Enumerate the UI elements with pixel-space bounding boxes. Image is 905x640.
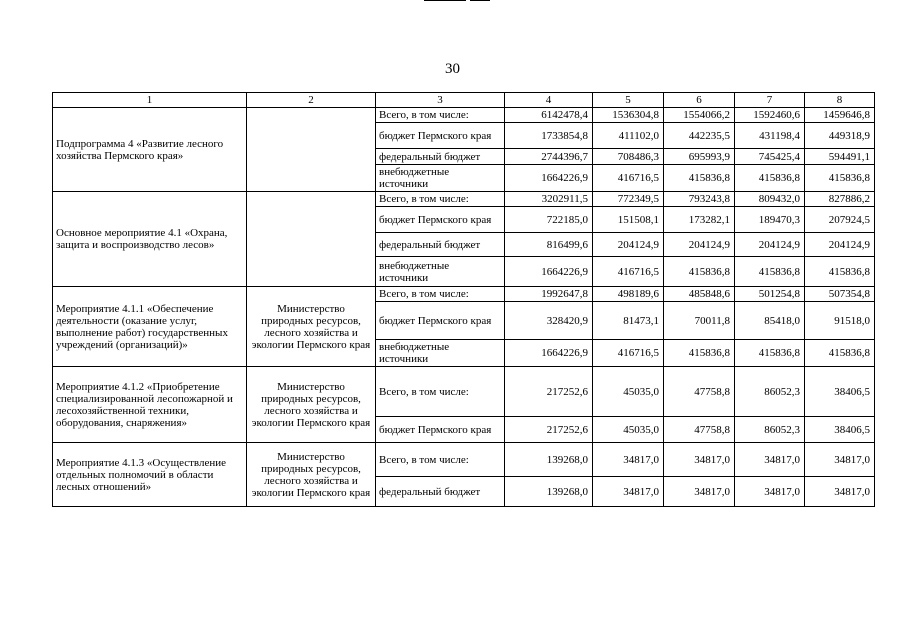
header-row [53, 93, 875, 108]
program-name-cell: Мероприятие 4.1.2 «Приобретение специализированной лесопожарной и лесохозяйственной техники, оборудования, снаряжения» [53, 367, 247, 443]
executor-cell: Министерство природных ресурсов, лесного хозяйства и экологии Пермского края [247, 443, 376, 507]
value-cell: 745425,4 [735, 149, 805, 165]
source-cell: Всего, в том числе: [376, 287, 505, 302]
value-cell: 415836,8 [805, 340, 875, 367]
source-cell: внебюджетные источники [376, 257, 505, 287]
source-cell: Всего, в том числе: [376, 192, 505, 207]
value-cell: 1592460,6 [735, 108, 805, 123]
value-cell: 47758,8 [664, 417, 735, 443]
col-header: 3 [376, 93, 505, 108]
value-cell: 91518,0 [805, 302, 875, 340]
value-cell: 1664226,9 [505, 257, 593, 287]
table-row [53, 443, 875, 477]
table-row [53, 108, 875, 123]
program-name-cell: Основное мероприятие 4.1 «Охрана, защита и воспроизводство лесов» [53, 192, 247, 287]
value-cell: 1992647,8 [505, 287, 593, 302]
value-cell: 139268,0 [505, 477, 593, 507]
source-cell: Всего, в том числе: [376, 367, 505, 417]
value-cell: 151508,1 [593, 207, 664, 233]
value-cell: 81473,1 [593, 302, 664, 340]
value-cell: 416716,5 [593, 257, 664, 287]
page-number: 30 [445, 61, 460, 77]
source-cell: бюджет Пермского края [376, 302, 505, 340]
table-row [53, 367, 875, 417]
source-cell: внебюджетные источники [376, 165, 505, 192]
value-cell: 45035,0 [593, 367, 664, 417]
executor-cell [247, 192, 376, 287]
value-cell: 415836,8 [664, 257, 735, 287]
value-cell: 217252,6 [505, 417, 593, 443]
scan-artifact-line-right [470, 0, 490, 1]
program-name-cell: Мероприятие 4.1.3 «Осуществление отдельных полномочий в области лесных отношений» [53, 443, 247, 507]
value-cell: 816499,6 [505, 233, 593, 257]
value-cell: 449318,9 [805, 123, 875, 149]
value-cell: 2744396,7 [505, 149, 593, 165]
col-header: 1 [53, 93, 247, 108]
table-row [53, 192, 875, 207]
value-cell: 722185,0 [505, 207, 593, 233]
value-cell: 809432,0 [735, 192, 805, 207]
value-cell: 47758,8 [664, 367, 735, 417]
value-cell: 217252,6 [505, 367, 593, 417]
value-cell: 415836,8 [735, 165, 805, 192]
value-cell: 85418,0 [735, 302, 805, 340]
source-cell: бюджет Пермского края [376, 417, 505, 443]
table-row [53, 287, 875, 302]
value-cell: 34817,0 [735, 477, 805, 507]
value-cell: 1554066,2 [664, 108, 735, 123]
value-cell: 45035,0 [593, 417, 664, 443]
value-cell: 695993,9 [664, 149, 735, 165]
value-cell: 416716,5 [593, 340, 664, 367]
value-cell: 328420,9 [505, 302, 593, 340]
value-cell: 772349,5 [593, 192, 664, 207]
value-cell: 34817,0 [593, 477, 664, 507]
value-cell: 6142478,4 [505, 108, 593, 123]
value-cell: 204124,9 [664, 233, 735, 257]
col-header: 7 [735, 93, 805, 108]
col-header: 6 [664, 93, 735, 108]
col-header: 2 [247, 93, 376, 108]
value-cell: 415836,8 [735, 340, 805, 367]
value-cell: 793243,8 [664, 192, 735, 207]
program-name-cell: Подпрограмма 4 «Развитие лесного хозяйства Пермского края» [53, 108, 247, 192]
source-cell: Всего, в том числе: [376, 443, 505, 477]
value-cell: 34817,0 [805, 477, 875, 507]
value-cell: 827886,2 [805, 192, 875, 207]
value-cell: 139268,0 [505, 443, 593, 477]
value-cell: 1664226,9 [505, 165, 593, 192]
executor-cell [247, 108, 376, 192]
value-cell: 86052,3 [735, 417, 805, 443]
value-cell: 1459646,8 [805, 108, 875, 123]
value-cell: 415836,8 [664, 340, 735, 367]
col-header: 4 [505, 93, 593, 108]
value-cell: 442235,5 [664, 123, 735, 149]
value-cell: 708486,3 [593, 149, 664, 165]
value-cell: 189470,3 [735, 207, 805, 233]
value-cell: 501254,8 [735, 287, 805, 302]
budget-table [52, 92, 875, 507]
value-cell: 3202911,5 [505, 192, 593, 207]
value-cell: 34817,0 [593, 443, 664, 477]
value-cell: 173282,1 [664, 207, 735, 233]
value-cell: 498189,6 [593, 287, 664, 302]
value-cell: 86052,3 [735, 367, 805, 417]
value-cell: 1536304,8 [593, 108, 664, 123]
executor-cell: Министерство природных ресурсов, лесного хозяйства и экологии Пермского края [247, 287, 376, 367]
col-header: 5 [593, 93, 664, 108]
value-cell: 485848,6 [664, 287, 735, 302]
col-header: 8 [805, 93, 875, 108]
value-cell: 1664226,9 [505, 340, 593, 367]
value-cell: 207924,5 [805, 207, 875, 233]
value-cell: 415836,8 [735, 257, 805, 287]
value-cell: 34817,0 [664, 443, 735, 477]
value-cell: 38406,5 [805, 367, 875, 417]
value-cell: 204124,9 [805, 233, 875, 257]
scan-artifact-line-left [424, 0, 466, 1]
value-cell: 34817,0 [735, 443, 805, 477]
source-cell: федеральный бюджет [376, 149, 505, 165]
source-cell: федеральный бюджет [376, 233, 505, 257]
program-name-cell: Мероприятие 4.1.1 «Обеспечение деятельности (оказание услуг, выполнение работ) государственных учреждений (организаций)» [53, 287, 247, 367]
value-cell: 34817,0 [664, 477, 735, 507]
value-cell: 38406,5 [805, 417, 875, 443]
value-cell: 415836,8 [805, 257, 875, 287]
value-cell: 34817,0 [805, 443, 875, 477]
value-cell: 416716,5 [593, 165, 664, 192]
source-cell: Всего, в том числе: [376, 108, 505, 123]
source-cell: внебюджетные источники [376, 340, 505, 367]
value-cell: 204124,9 [593, 233, 664, 257]
value-cell: 411102,0 [593, 123, 664, 149]
value-cell: 415836,8 [805, 165, 875, 192]
value-cell: 1733854,8 [505, 123, 593, 149]
source-cell: федеральный бюджет [376, 477, 505, 507]
value-cell: 204124,9 [735, 233, 805, 257]
value-cell: 507354,8 [805, 287, 875, 302]
executor-cell: Министерство природных ресурсов, лесного хозяйства и экологии Пермского края [247, 367, 376, 443]
value-cell: 594491,1 [805, 149, 875, 165]
value-cell: 70011,8 [664, 302, 735, 340]
value-cell: 415836,8 [664, 165, 735, 192]
source-cell: бюджет Пермского края [376, 123, 505, 149]
source-cell: бюджет Пермского края [376, 207, 505, 233]
value-cell: 431198,4 [735, 123, 805, 149]
